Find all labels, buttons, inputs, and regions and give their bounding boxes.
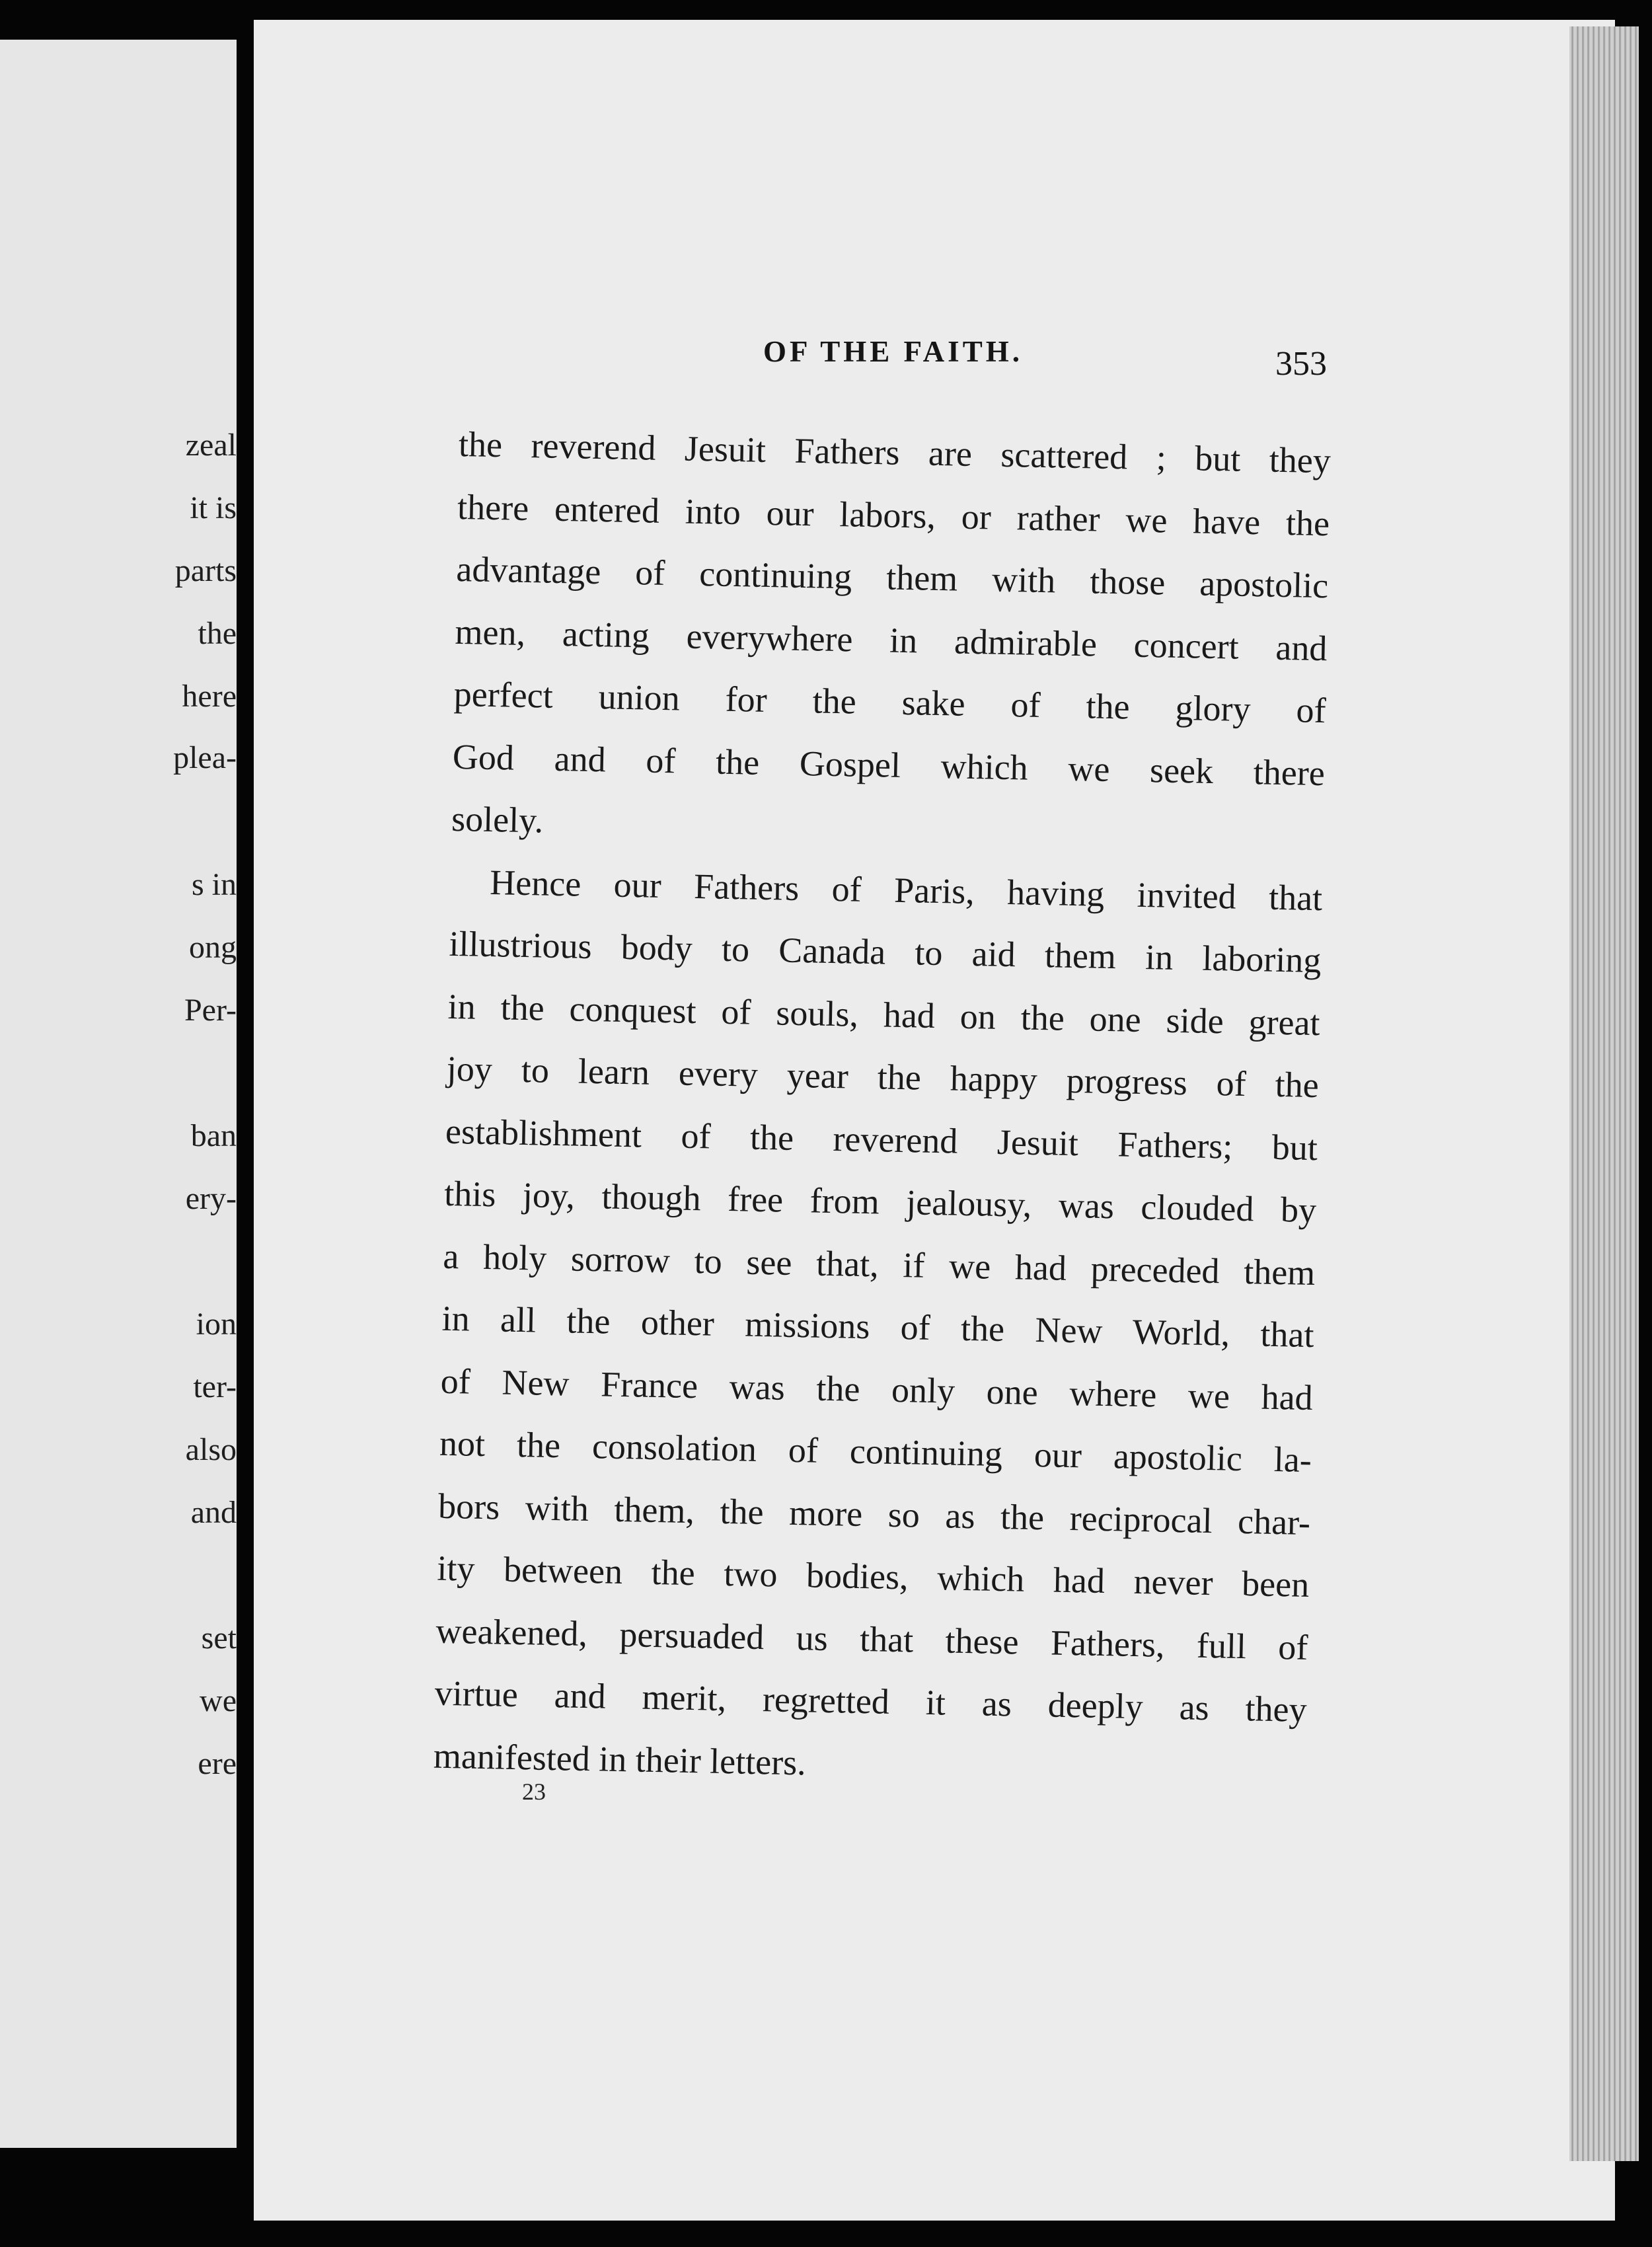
left-page-fragment: also: [185, 1432, 237, 1467]
left-page-fragment: set: [201, 1620, 237, 1656]
text-line: there entered into our labors, or rather we have the: [457, 486, 1330, 543]
text-line: manifested in their letters.: [433, 1735, 807, 1782]
left-page-fragment: the: [198, 616, 237, 651]
left-page-fragment: Per-: [184, 993, 237, 1028]
text-line: virtue and merit, regretted it as deeply as they: [434, 1673, 1308, 1730]
left-page: [0, 40, 237, 2148]
text-line: Hence our Fathers of Paris, having invited that: [489, 862, 1323, 918]
left-page-fragment: parts: [174, 553, 237, 588]
text-line: advantage of continuing them with those apostolic: [455, 549, 1329, 606]
body-text: [433, 413, 1332, 1804]
text-line: not the consolation of continuing our apostolic la-: [439, 1423, 1312, 1480]
text-line: of New France was the only one where we had: [440, 1361, 1314, 1418]
text-line: the reverend Jesuit Fathers are scattered ; but they: [458, 424, 1332, 481]
left-page-fragment: we: [200, 1683, 237, 1718]
text-line: bors with them, the more so as the reciprocal char-: [437, 1486, 1311, 1542]
text-line: ity between the two bodies, which had never been: [436, 1548, 1310, 1605]
left-page-fragment: here: [182, 679, 237, 714]
text-line: men, acting everywhere in admirable concert and: [455, 611, 1328, 668]
signature-mark: 23: [522, 1778, 546, 1805]
left-page-fragment: ery-: [185, 1181, 237, 1216]
left-page-fragment: s in: [191, 867, 237, 902]
paragraph: [433, 850, 1323, 1804]
left-page-fragment: ban: [190, 1118, 237, 1153]
text-line: weakened, persuaded us that these Fathers, full of: [435, 1611, 1308, 1667]
text-line: in all the other missions of the New World, that: [441, 1298, 1315, 1355]
text-line: solely.: [451, 798, 544, 841]
left-page-fragment: and: [190, 1495, 237, 1530]
text-line: this joy, though free from jealousy, was clouded by: [443, 1173, 1317, 1231]
left-page-fragment: ter-: [193, 1369, 237, 1404]
left-page-fragment: it is: [190, 490, 237, 525]
left-page-fragment: ion: [196, 1307, 237, 1342]
text-line: illustrious body to Canada to aid them in laboring: [449, 923, 1322, 981]
text-line: a holy sorrow to see that, if we had preceded them: [442, 1236, 1316, 1293]
left-page-fragment: zeal: [185, 428, 237, 463]
text-line: joy to learn every year the happy progress of the: [446, 1048, 1320, 1106]
running-head: OF THE FAITH.: [763, 335, 1023, 368]
left-page-fragment: plea-: [173, 740, 237, 775]
left-page-fragment: ere: [198, 1746, 237, 1781]
text-line: establishment of the reverend Jesuit Fathers; but: [445, 1111, 1318, 1168]
page-number: 353: [1275, 345, 1327, 383]
text-line: God and of the Gospel which we seek there: [452, 736, 1326, 793]
text-line: in the conquest of souls, had on the one side great: [447, 986, 1321, 1043]
page-edge-stack: [1569, 26, 1639, 2161]
text-line: perfect union for the sake of the glory of: [453, 673, 1327, 731]
paragraph: [451, 413, 1331, 867]
left-page-fragment: ong: [189, 930, 237, 965]
